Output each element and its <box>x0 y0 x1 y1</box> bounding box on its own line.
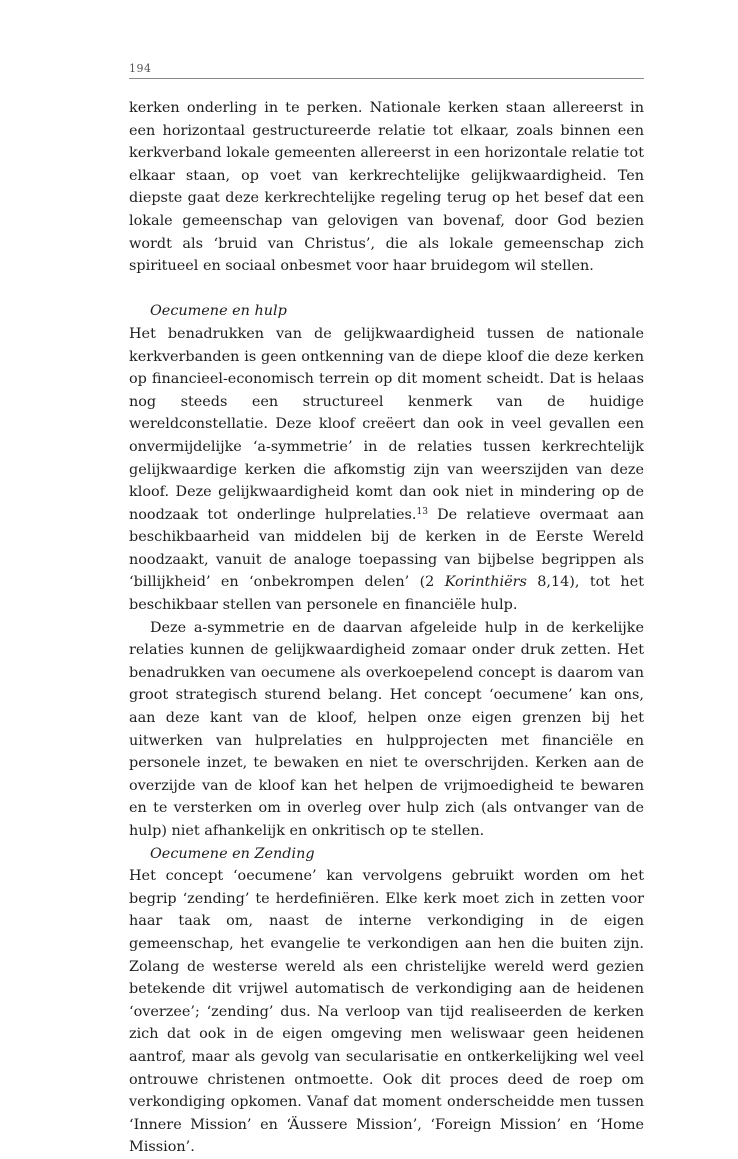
book-page <box>129 62 644 1159</box>
body-text <box>129 97 644 1159</box>
intro-paragraph: kerken onderling in te perken. Nationale kerken staan allereerst in een horizontaal gestructureerde relatie tot elkaar, zoals binnen een kerkverband lokale gemeenten allereerst in een horizontale relatie tot elkaar staan, op voet van kerkrechtelijke gelijkwaardigheid. Ten diepste gaat deze kerkrechtelijke regeling terug op het besef dat een lokale gemeenschap van gelovigen van bovenaf, door God bezien wordt als ‘bruid van Christus’, die als lokale gemeenschap zich spiritueel en sociaal onbesmet voor haar bruidegom wil stellen. <box>129 100 644 275</box>
hulp-p1-text: Het benadrukken van de gelijkwaardigheid tussen de nationale kerkverbanden is geen ontkenning van de diepe kloof die deze kerken op financieel-economisch terrein op dit moment scheidt. Dat is helaas nog steeds een structureel kenmerk van de huidige wereldconstellatie. Deze kloof creëert dan ook in veel gevallen een onvermijdelijke ‘a-symmetrie’ in de relaties tussen kerkrechtelijk gelijkwaardige kerken die afkomstig zijn van weerszijden van deze kloof. Deze gelijkwaardigheid komt dan ook niet in mindering op de noodzaak tot onderlinge hulprelaties. <box>129 325 644 523</box>
section-heading-hulp: Oecumene en hulp <box>150 303 287 320</box>
hulp-p1-continued: De relatieve overmaat aan beschikbaarheid van middelen bij de kerken in de Eerste Wereld noodzaakt, vanuit de analoge toepassing van bijbelse begrippen als ‘billijkheid’ en ‘onbekrompen delen’ (2 <box>129 506 644 591</box>
zending-paragraph-1: Het concept ‘oecumene’ kan vervolgens gebruikt worden om het begrip ‘zending’ te herdefiniëren. Elke kerk moet zich in zetten voor haar taak om, naast de interne verkondiging in de eigen gemeenschap, het evangelie te verkondigen aan hen die buiten zijn. Zolang de westerse wereld als een christelijke wereld werd gezien betekende dit vrijwel automatisch de verkondiging aan de heidenen ‘overzee’; ‘zending’ dus. Na verloop van tijd realiseerden de kerken zich dat ook in de eigen omgeving men weliswaar geen heidenen aantrof, maar als gevolg van secularisatie en ontkerkelijking wel veel ontrouwe christenen ontmoette. Ook dit proces deed de roep om verkondiging opkomen. Vanaf dat moment onderscheidde men tussen ‘Innere Mission’ en ‘Äussere Mission’, ‘Foreign Mission’ en ‘Home Mission’. <box>129 868 644 1156</box>
hulp-paragraph-2: Deze a-symmetrie en de daarvan afgeleide hulp in de kerkelijke relaties kunnen de gelijkwaardigheid zomaar onder druk zetten. Het benadrukken van oecumene als overkoepelend concept is daarom van groot strategisch sturend belang. Het concept ‘oecumene’ kan ons, aan deze kant van de kloof, helpen onze eigen grenzen bij het uitwerken van hulprelaties en hulpprojecten met financiële en personele inzet, te bewaken en niet te overschrijden. Kerken aan de overzijde van de kloof kan het helpen de vrijmoedigheid te bewaren en te versterken om in overleg over hulp zich (als ontvanger van de hulp) niet afhankelijk en onkritisch op te stellen. <box>129 619 644 839</box>
section-heading-zending: Oecumene en Zending <box>150 845 315 862</box>
page-number: 194 <box>129 62 644 79</box>
bible-citation: Korinthiërs <box>444 574 527 591</box>
hulp-paragraph-1 <box>129 323 644 617</box>
footnote-reference: 13 <box>416 506 428 517</box>
hulp-p1-end: 8,14), tot het beschikbaar stellen van personele en financiële hulp. <box>129 574 644 614</box>
